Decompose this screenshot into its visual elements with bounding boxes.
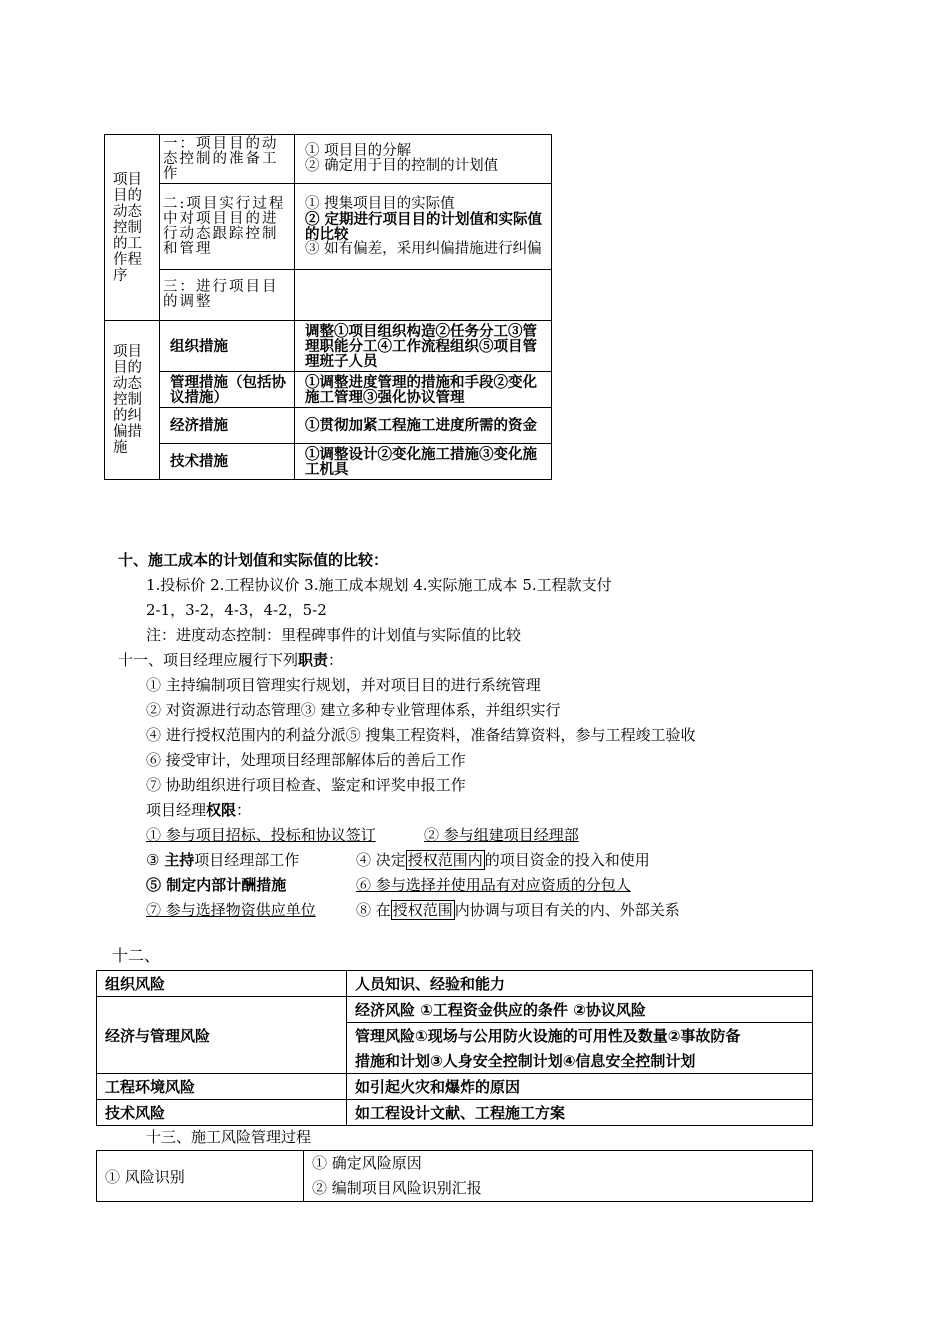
measure-content-text: ①调整进度管理的措施和手段②变化施工管理③强化协议管理: [305, 373, 537, 406]
section10-note: 注：进度动态控制：里程碑事件的计划值与实际值的比较: [146, 626, 522, 644]
rights-colon: ：: [236, 801, 252, 819]
step-text: 一：项目目的动态控制的准备工作: [163, 135, 279, 182]
section10-line1: 1.投标价 2.工程协议价 3.施工成本规划 4.实际施工成本 5.工程款支付: [146, 576, 612, 594]
duty-item: ⑥ 接受审计，处理项目经理部解体后的善后工作: [146, 751, 466, 769]
rights-bold: 权限: [206, 801, 237, 819]
risk-desc: 如引起火灾和爆炸的原因: [347, 1074, 813, 1100]
risk-type: 经济与管理风险: [97, 997, 347, 1074]
right-item-7: ⑦ 参与选择物资供应单位: [146, 901, 316, 919]
measure-text: 技术措施: [170, 453, 228, 470]
r3-text: 项目经理部工作: [194, 851, 300, 869]
section12-heading: 十二、: [112, 946, 161, 965]
right-item-3: [146, 850, 299, 870]
content-line: ③ 如有偏差，采用纠偏措施进行纠偏: [305, 240, 542, 257]
r4-boxed: 授权范围内: [407, 851, 483, 869]
right-item-1: ① 参与项目招标、投标和协议签订: [146, 826, 376, 844]
step-cell: [160, 184, 295, 270]
heading-text: 十一、项目经理应履行下列: [118, 651, 299, 669]
right-item-5: ⑤ 制定内部计酬措施: [146, 876, 287, 894]
process-item: ② 编制项目风险识别汇报: [312, 1179, 482, 1197]
dynamic-control-table: [104, 134, 552, 480]
step-cell: [160, 135, 295, 184]
r8-text: ⑧ 在: [356, 901, 391, 919]
right-item-4: [356, 850, 650, 870]
duty-item: ⑦ 协助组织进行项目检查、鉴定和评奖申报工作: [146, 776, 466, 794]
process-items: [304, 1151, 813, 1202]
content-line: ① 搜集项目目的实际值: [305, 195, 455, 212]
risk-table: [96, 970, 813, 1126]
risk-process-table: [96, 1150, 813, 1202]
risk-desc: 如工程设计文献、工程施工方案: [347, 1100, 813, 1126]
heading-bold: 职责: [298, 651, 329, 669]
measure-content: [295, 408, 552, 444]
group1-label-cell: [105, 135, 160, 321]
content-line: ② 定期进行项目目的计划值和实际值的比较: [305, 210, 543, 243]
measure-text: 经济措施: [170, 417, 228, 434]
measure-cell: [160, 408, 295, 444]
right-item-2: ② 参与组建项目经理部: [424, 826, 579, 844]
group2-label-cell: [105, 321, 160, 480]
risk-type: 技术风险: [97, 1100, 347, 1126]
measure-text: 组织措施: [170, 337, 228, 355]
measure-cell: [160, 372, 295, 408]
risk-desc: 措施和计划③人身安全控制计划④信息安全控制计划: [347, 1048, 813, 1074]
r4-text-post: 的项目资金的投入和使用: [484, 851, 650, 869]
measure-content-text: ①贯彻加紧工程施工进度所需的资金: [305, 417, 537, 434]
duty-item: ② 对资源进行动态管理③ 建立多种专业管理体系，并组织实行: [146, 701, 561, 719]
content-line: ① 项目目的分解: [305, 143, 412, 159]
measure-cell: [160, 444, 295, 480]
r3-bold: 主持: [164, 851, 195, 869]
section10-line2: 2-1，3-2，4-3，4-2，5-2: [146, 601, 327, 619]
measure-content: [295, 372, 552, 408]
measure-content-text: 调整①项目组织构造②任务分工③管理职能分工④工作流程组织⑤项目管理班子人员: [305, 322, 537, 370]
step-text: 二:项目实行过程中对项目目的进行动态跟踪控制和管理: [163, 195, 286, 257]
content-line: ② 确定用于目的控制的计划值: [305, 158, 499, 174]
r4-text: ④ 决定: [356, 851, 406, 869]
measure-text: 管理措施（包括协议措施）: [170, 373, 286, 406]
step-cell: [160, 270, 295, 321]
risk-desc: 人员知识、经验和能力: [347, 971, 813, 997]
risk-desc: 经济风险 ①工程资金供应的条件 ②协议风险: [347, 997, 813, 1023]
r3-num: ③: [146, 851, 165, 869]
section11-heading: [118, 650, 343, 670]
measure-content: [295, 321, 552, 372]
right-item-8: [356, 900, 680, 920]
measure-content: [295, 444, 552, 480]
duty-item: ① 主持编制项目管理实行规划，并对项目目的进行系统管理: [146, 676, 541, 694]
risk-type: 组织风险: [97, 971, 347, 997]
section13-heading: 十三、施工风险管理过程: [146, 1128, 312, 1146]
risk-desc: 管理风险①现场与公用防火设施的可用性及数量②事故防备: [347, 1023, 813, 1049]
section10-heading: 十、施工成本的计划值和实际值的比较：: [118, 551, 389, 569]
measure-cell: [160, 321, 295, 372]
duty-item: ④ 进行授权范围内的利益分派⑤ 搜集工程资料，准备结算资料，参与工程竣工验收: [146, 726, 696, 744]
process-item: ① 确定风险原因: [312, 1154, 422, 1172]
r8-boxed: 授权范围: [392, 901, 453, 919]
process-step: ① 风险识别: [97, 1151, 304, 1202]
risk-type: 工程环境风险: [97, 1074, 347, 1100]
rights-heading: [146, 800, 251, 820]
measure-content-text: ①调整设计②变化施工措施③变化施工机具: [305, 445, 537, 478]
content-cell-empty: [295, 270, 552, 321]
group1-label: 项目目的动态控制的工作程序: [113, 171, 142, 284]
rights-text: 项目经理: [146, 801, 207, 819]
content-cell: [295, 184, 552, 270]
group2-label: 项目目的动态控制的纠偏措施: [113, 344, 142, 456]
r8-text-post: 内协调与项目有关的内、外部关系: [454, 901, 680, 919]
step-text: 三：进行项目目的调整: [163, 279, 279, 310]
heading-colon: ：: [328, 651, 344, 669]
right-item-6: ⑥ 参与选择并使用品有对应资质的分包人: [356, 876, 631, 894]
content-cell: [295, 135, 552, 184]
